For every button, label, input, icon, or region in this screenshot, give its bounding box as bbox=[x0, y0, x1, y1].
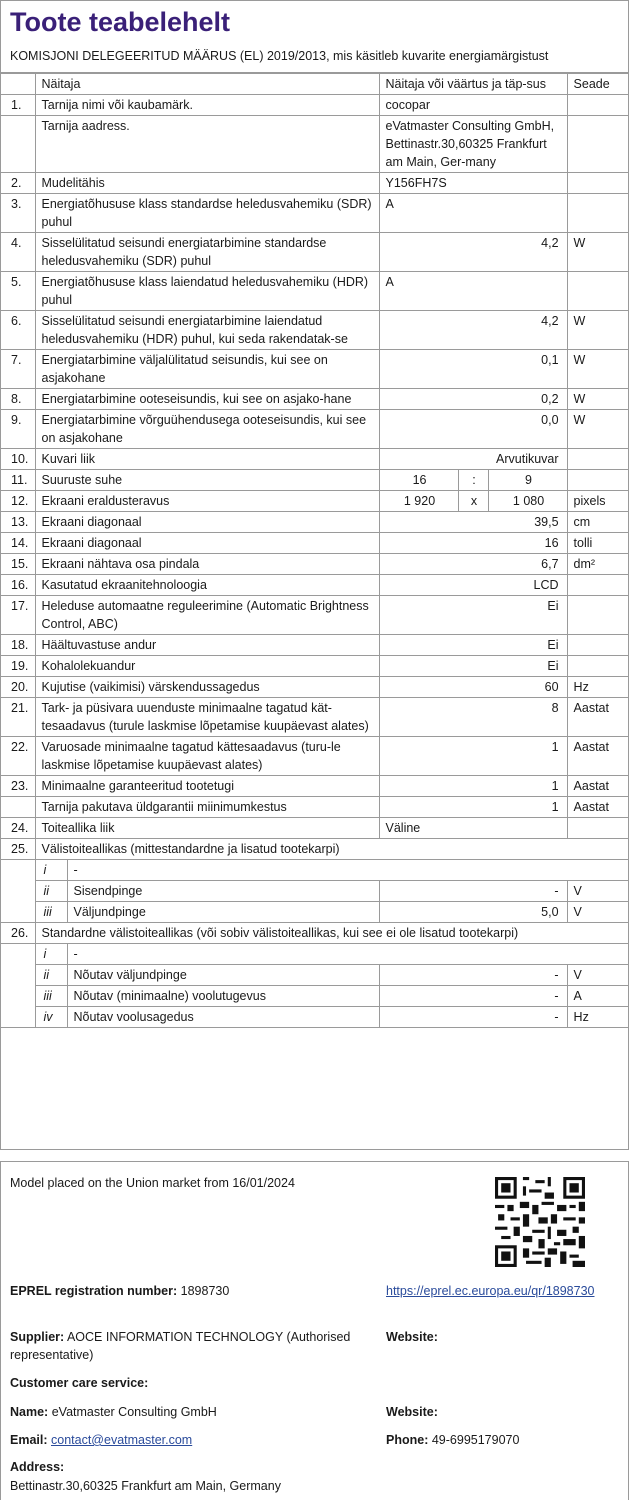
table-row: 15. Ekraani nähtava osa pindala 6,7 dm² bbox=[1, 554, 628, 575]
row-value: Y156FH7S bbox=[379, 173, 567, 194]
row-label: Toiteallika liik bbox=[35, 818, 379, 839]
row-value: Ei bbox=[379, 596, 567, 635]
table-row: 4. Sisselülitatud seisundi energiatarbimine standardse heledusvahemiku (SDR) puhul 4,2 W bbox=[1, 233, 628, 272]
row-label: Kuvari liik bbox=[35, 449, 379, 470]
row-unit: W bbox=[567, 350, 628, 389]
row-label: Ekraani nähtava osa pindala bbox=[35, 554, 379, 575]
row-value: 1 bbox=[379, 797, 567, 818]
row-value: 4,2 bbox=[379, 233, 567, 272]
row-unit: V bbox=[567, 965, 628, 986]
row-label: Energiatõhususe klass laiendatud heledusvahemiku (HDR) puhul bbox=[35, 272, 379, 311]
table-subrow: i - bbox=[1, 944, 628, 965]
row-label: Sisselülitatud seisundi energiatarbimine standardse heledusvahemiku (SDR) puhul bbox=[35, 233, 379, 272]
row-unit: V bbox=[567, 881, 628, 902]
row-value: 0,2 bbox=[379, 389, 567, 410]
website-label-2: Website: bbox=[386, 1405, 438, 1419]
row-value: 1 bbox=[379, 776, 567, 797]
table-row: 11. Suuruste suhe 16 : 9 bbox=[1, 470, 628, 491]
supplier-value: AOCE INFORMATION TECHNOLOGY (Authorised representative) bbox=[10, 1330, 351, 1362]
row-value: A bbox=[379, 194, 567, 233]
row-label: Energiatõhususe klass standardse heledusvahemiku (SDR) puhul bbox=[35, 194, 379, 233]
row-label: Minimaalne garanteeritud tootetugi bbox=[35, 776, 379, 797]
row-label: Sisselülitatud seisundi energiatarbimine laiendatud heledusvahemiku (HDR) puhul, kui seda rakendatak-se bbox=[35, 311, 379, 350]
table-row: 12. Ekraani eraldusteravus 1 920 x 1 080 pixels bbox=[1, 491, 628, 512]
row-unit: dm² bbox=[567, 554, 628, 575]
table-row: 23. Minimaalne garanteeritud tootetugi 1 Aastat bbox=[1, 776, 628, 797]
row-label: Energiatarbimine võrguühendusega ooteseisundis, kui see on asjakohane bbox=[35, 410, 379, 449]
table-row: 26. Standardne välistoiteallikas (või sobiv välistoiteallikas, kui see ei ole lisatud tootekarpi) bbox=[1, 923, 628, 944]
table-row: 2. Mudelitähis Y156FH7S bbox=[1, 173, 628, 194]
eprel-number: 1898730 bbox=[180, 1284, 230, 1298]
table-row: 6. Sisselülitatud seisundi energiatarbimine laiendatud heledusvahemiku (HDR) puhul, kui seda rakendatak-se 4,2 W bbox=[1, 311, 628, 350]
row-unit: cm bbox=[567, 512, 628, 533]
table-subrow: i - bbox=[1, 860, 628, 881]
ratio-height: 9 bbox=[488, 470, 567, 491]
ratio-separator: : bbox=[458, 470, 488, 491]
row-value: - bbox=[379, 881, 567, 902]
row-label: Väljundpinge bbox=[67, 902, 379, 923]
row-unit: Aastat bbox=[567, 737, 628, 776]
row-value: Arvutikuvar bbox=[379, 449, 567, 470]
row-value: Ei bbox=[379, 635, 567, 656]
row-label: Tarnija nimi või kaubamärk. bbox=[35, 95, 379, 116]
row-label: Nõutav väljundpinge bbox=[67, 965, 379, 986]
row-value: - bbox=[379, 1007, 567, 1028]
row-value: - bbox=[379, 986, 567, 1007]
name-label: Name: bbox=[10, 1405, 49, 1419]
table-row: 24. Toiteallika liik Väline bbox=[1, 818, 628, 839]
row-label: Ekraani diagonaal bbox=[35, 512, 379, 533]
row-value: 0,0 bbox=[379, 410, 567, 449]
table-row: 14. Ekraani diagonaal 16 tolli bbox=[1, 533, 628, 554]
row-unit: Aastat bbox=[567, 797, 628, 818]
eprel-footer bbox=[0, 1161, 629, 1500]
row-value: 4,2 bbox=[379, 311, 567, 350]
row-value: 8 bbox=[379, 698, 567, 737]
eprel-link[interactable]: https://eprel.ec.europa.eu/qr/1898730 bbox=[386, 1284, 595, 1298]
row-unit: A bbox=[567, 986, 628, 1007]
row-unit: Hz bbox=[567, 677, 628, 698]
table-row: 19. Kohalolekuandur Ei bbox=[1, 656, 628, 677]
table-row: 18. Häältuvastuse andur Ei bbox=[1, 635, 628, 656]
table-subrow: ii Sisendpinge - V bbox=[1, 881, 628, 902]
table-subrow: ii Nõutav väljundpinge - V bbox=[1, 965, 628, 986]
row-label: Tark- ja püsivara uuenduste minimaalne tagatud kät-tesaadavus (turule laskmise lõpetamise kuupäevast alates) bbox=[35, 698, 379, 737]
row-unit: W bbox=[567, 410, 628, 449]
row-value: eVatmaster Consulting GmbH, Bettinastr.30,60325 Frankfurt am Main, Ger-many bbox=[379, 116, 567, 173]
row-label: Kasutatud ekraanitehnoloogia bbox=[35, 575, 379, 596]
row-label: Energiatarbimine väljalülitatud seisundis, kui see on asjakohane bbox=[35, 350, 379, 389]
row-value: Ei bbox=[379, 656, 567, 677]
phone-value: 49-6995179070 bbox=[431, 1433, 520, 1447]
row-value: 39,5 bbox=[379, 512, 567, 533]
row-unit: V bbox=[567, 902, 628, 923]
row-value: 0,1 bbox=[379, 350, 567, 389]
row-label: Heleduse automaatne reguleerimine (Automatic Brightness Control, ABC) bbox=[35, 596, 379, 635]
table-row: 7. Energiatarbimine väljalülitatud seisundis, kui see on asjakohane 0,1 W bbox=[1, 350, 628, 389]
table-row bbox=[1, 116, 628, 173]
row-unit: pixels bbox=[567, 491, 628, 512]
row-label: - bbox=[67, 944, 628, 965]
row-value: 5,0 bbox=[379, 902, 567, 923]
table-row: 13. Ekraani diagonaal 39,5 cm bbox=[1, 512, 628, 533]
table-row: 10. Kuvari liik Arvutikuvar bbox=[1, 449, 628, 470]
address-value: Bettinastr.30,60325 Frankfurt am Main, Germany bbox=[10, 1479, 281, 1493]
table-row: 21. Tark- ja püsivara uuenduste minimaalne tagatud kät-tesaadavus (turule laskmise lõpetamise kuupäevast alates) 8 Aastat bbox=[1, 698, 628, 737]
address-label: Address: bbox=[10, 1460, 65, 1474]
row-label: - bbox=[67, 860, 628, 881]
row-label: Kujutise (vaikimisi) värskendussagedus bbox=[35, 677, 379, 698]
row-value: Väline bbox=[379, 818, 567, 839]
page-title: Toote teabelehelt bbox=[10, 7, 231, 37]
resolution-height: 1 080 bbox=[488, 491, 567, 512]
header-value: Näitaja või väärtus ja täp-sus bbox=[379, 74, 567, 95]
resolution-width: 1 920 bbox=[379, 491, 458, 512]
email-link[interactable]: contact@evatmaster.com bbox=[51, 1433, 193, 1447]
header-unit: Seade bbox=[567, 74, 628, 95]
header-parameter: Näitaja bbox=[35, 74, 379, 95]
row-label: Nõutav voolusagedus bbox=[67, 1007, 379, 1028]
table-subrow: iii Nõutav (minimaalne) voolutugevus - A bbox=[1, 986, 628, 1007]
qr-code-icon[interactable] bbox=[495, 1177, 585, 1267]
table-row: 17. Heleduse automaatne reguleerimine (Automatic Brightness Control, ABC) Ei bbox=[1, 596, 628, 635]
table-subrow: iii Väljundpinge 5,0 V bbox=[1, 902, 628, 923]
row-unit: Hz bbox=[567, 1007, 628, 1028]
row-unit: W bbox=[567, 389, 628, 410]
table-row: 20. Kujutise (vaikimisi) värskendussagedus 60 Hz bbox=[1, 677, 628, 698]
name-value: eVatmaster Consulting GmbH bbox=[51, 1405, 217, 1419]
phone-label: Phone: bbox=[386, 1433, 429, 1447]
regulation-subtitle: KOMISJONI DELEGEERITUD MÄÄRUS (EL) 2019/2013, mis käsitleb kuvarite energiamärgistust bbox=[1, 43, 628, 73]
row-unit: Aastat bbox=[567, 698, 628, 737]
row-label: Ekraani diagonaal bbox=[35, 533, 379, 554]
row-label: Varuosade minimaalne tagatud kättesaadavus (turu-le laskmise lõpetamise kuupäevast alates) bbox=[35, 737, 379, 776]
table-row: 9. Energiatarbimine võrguühendusega ooteseisundis, kui see on asjakohane 0,0 W bbox=[1, 410, 628, 449]
table-row bbox=[1, 797, 628, 818]
row-label: Häältuvastuse andur bbox=[35, 635, 379, 656]
table-row: 25. Välistoiteallikas (mittestandardne ja lisatud tootekarpi) bbox=[1, 839, 628, 860]
row-value: 1 bbox=[379, 737, 567, 776]
row-label: Nõutav (minimaalne) voolutugevus bbox=[67, 986, 379, 1007]
table-row: 3. Energiatõhususe klass standardse heledusvahemiku (SDR) puhul A bbox=[1, 194, 628, 233]
row-value: A bbox=[379, 272, 567, 311]
table-row: 22. Varuosade minimaalne tagatud kättesaadavus (turu-le laskmise lõpetamise kuupäevast alates) 1 Aastat bbox=[1, 737, 628, 776]
website-label: Website: bbox=[386, 1330, 438, 1344]
row-label: Mudelitähis bbox=[35, 173, 379, 194]
row-label: Suuruste suhe bbox=[35, 470, 379, 491]
row-label: Kohalolekuandur bbox=[35, 656, 379, 677]
row-label: Tarnija pakutava üldgarantii miinimumkestus bbox=[35, 797, 379, 818]
row-label: Välistoiteallikas (mittestandardne ja lisatud tootekarpi) bbox=[35, 839, 628, 860]
row-value: 6,7 bbox=[379, 554, 567, 575]
resolution-separator: x bbox=[458, 491, 488, 512]
row-value: 16 bbox=[379, 533, 567, 554]
row-label: Energiatarbimine ooteseisundis, kui see on asjako-hane bbox=[35, 389, 379, 410]
row-unit: Aastat bbox=[567, 776, 628, 797]
table-header bbox=[1, 74, 628, 95]
row-unit: W bbox=[567, 233, 628, 272]
table-row: 1. Tarnija nimi või kaubamärk. cocopar bbox=[1, 95, 628, 116]
row-value: LCD bbox=[379, 575, 567, 596]
row-unit: W bbox=[567, 311, 628, 350]
spec-table bbox=[1, 73, 628, 1028]
customer-care-label: Customer care service: bbox=[10, 1376, 149, 1390]
email-label: Email: bbox=[10, 1433, 48, 1447]
market-date-text: Model placed on the Union market from 16/01/2024 bbox=[10, 1176, 295, 1190]
table-row: 5. Energiatõhususe klass laiendatud heledusvahemiku (HDR) puhul A bbox=[1, 272, 628, 311]
row-value: 60 bbox=[379, 677, 567, 698]
row-label: Sisendpinge bbox=[67, 881, 379, 902]
supplier-label: Supplier: bbox=[10, 1330, 65, 1344]
table-row: 8. Energiatarbimine ooteseisundis, kui see on asjako-hane 0,2 W bbox=[1, 389, 628, 410]
row-label: Ekraani eraldusteravus bbox=[35, 491, 379, 512]
row-unit: tolli bbox=[567, 533, 628, 554]
ratio-width: 16 bbox=[379, 470, 458, 491]
eprel-label: EPREL registration number: bbox=[10, 1284, 178, 1298]
table-subrow: iv Nõutav voolusagedus - Hz bbox=[1, 1007, 628, 1028]
table-row: 16. Kasutatud ekraanitehnoloogia LCD bbox=[1, 575, 628, 596]
row-value: - bbox=[379, 965, 567, 986]
row-value: cocopar bbox=[379, 95, 567, 116]
row-label: Standardne välistoiteallikas (või sobiv välistoiteallikas, kui see ei ole lisatud tootekarpi) bbox=[35, 923, 628, 944]
row-label: Tarnija aadress. bbox=[35, 116, 379, 173]
